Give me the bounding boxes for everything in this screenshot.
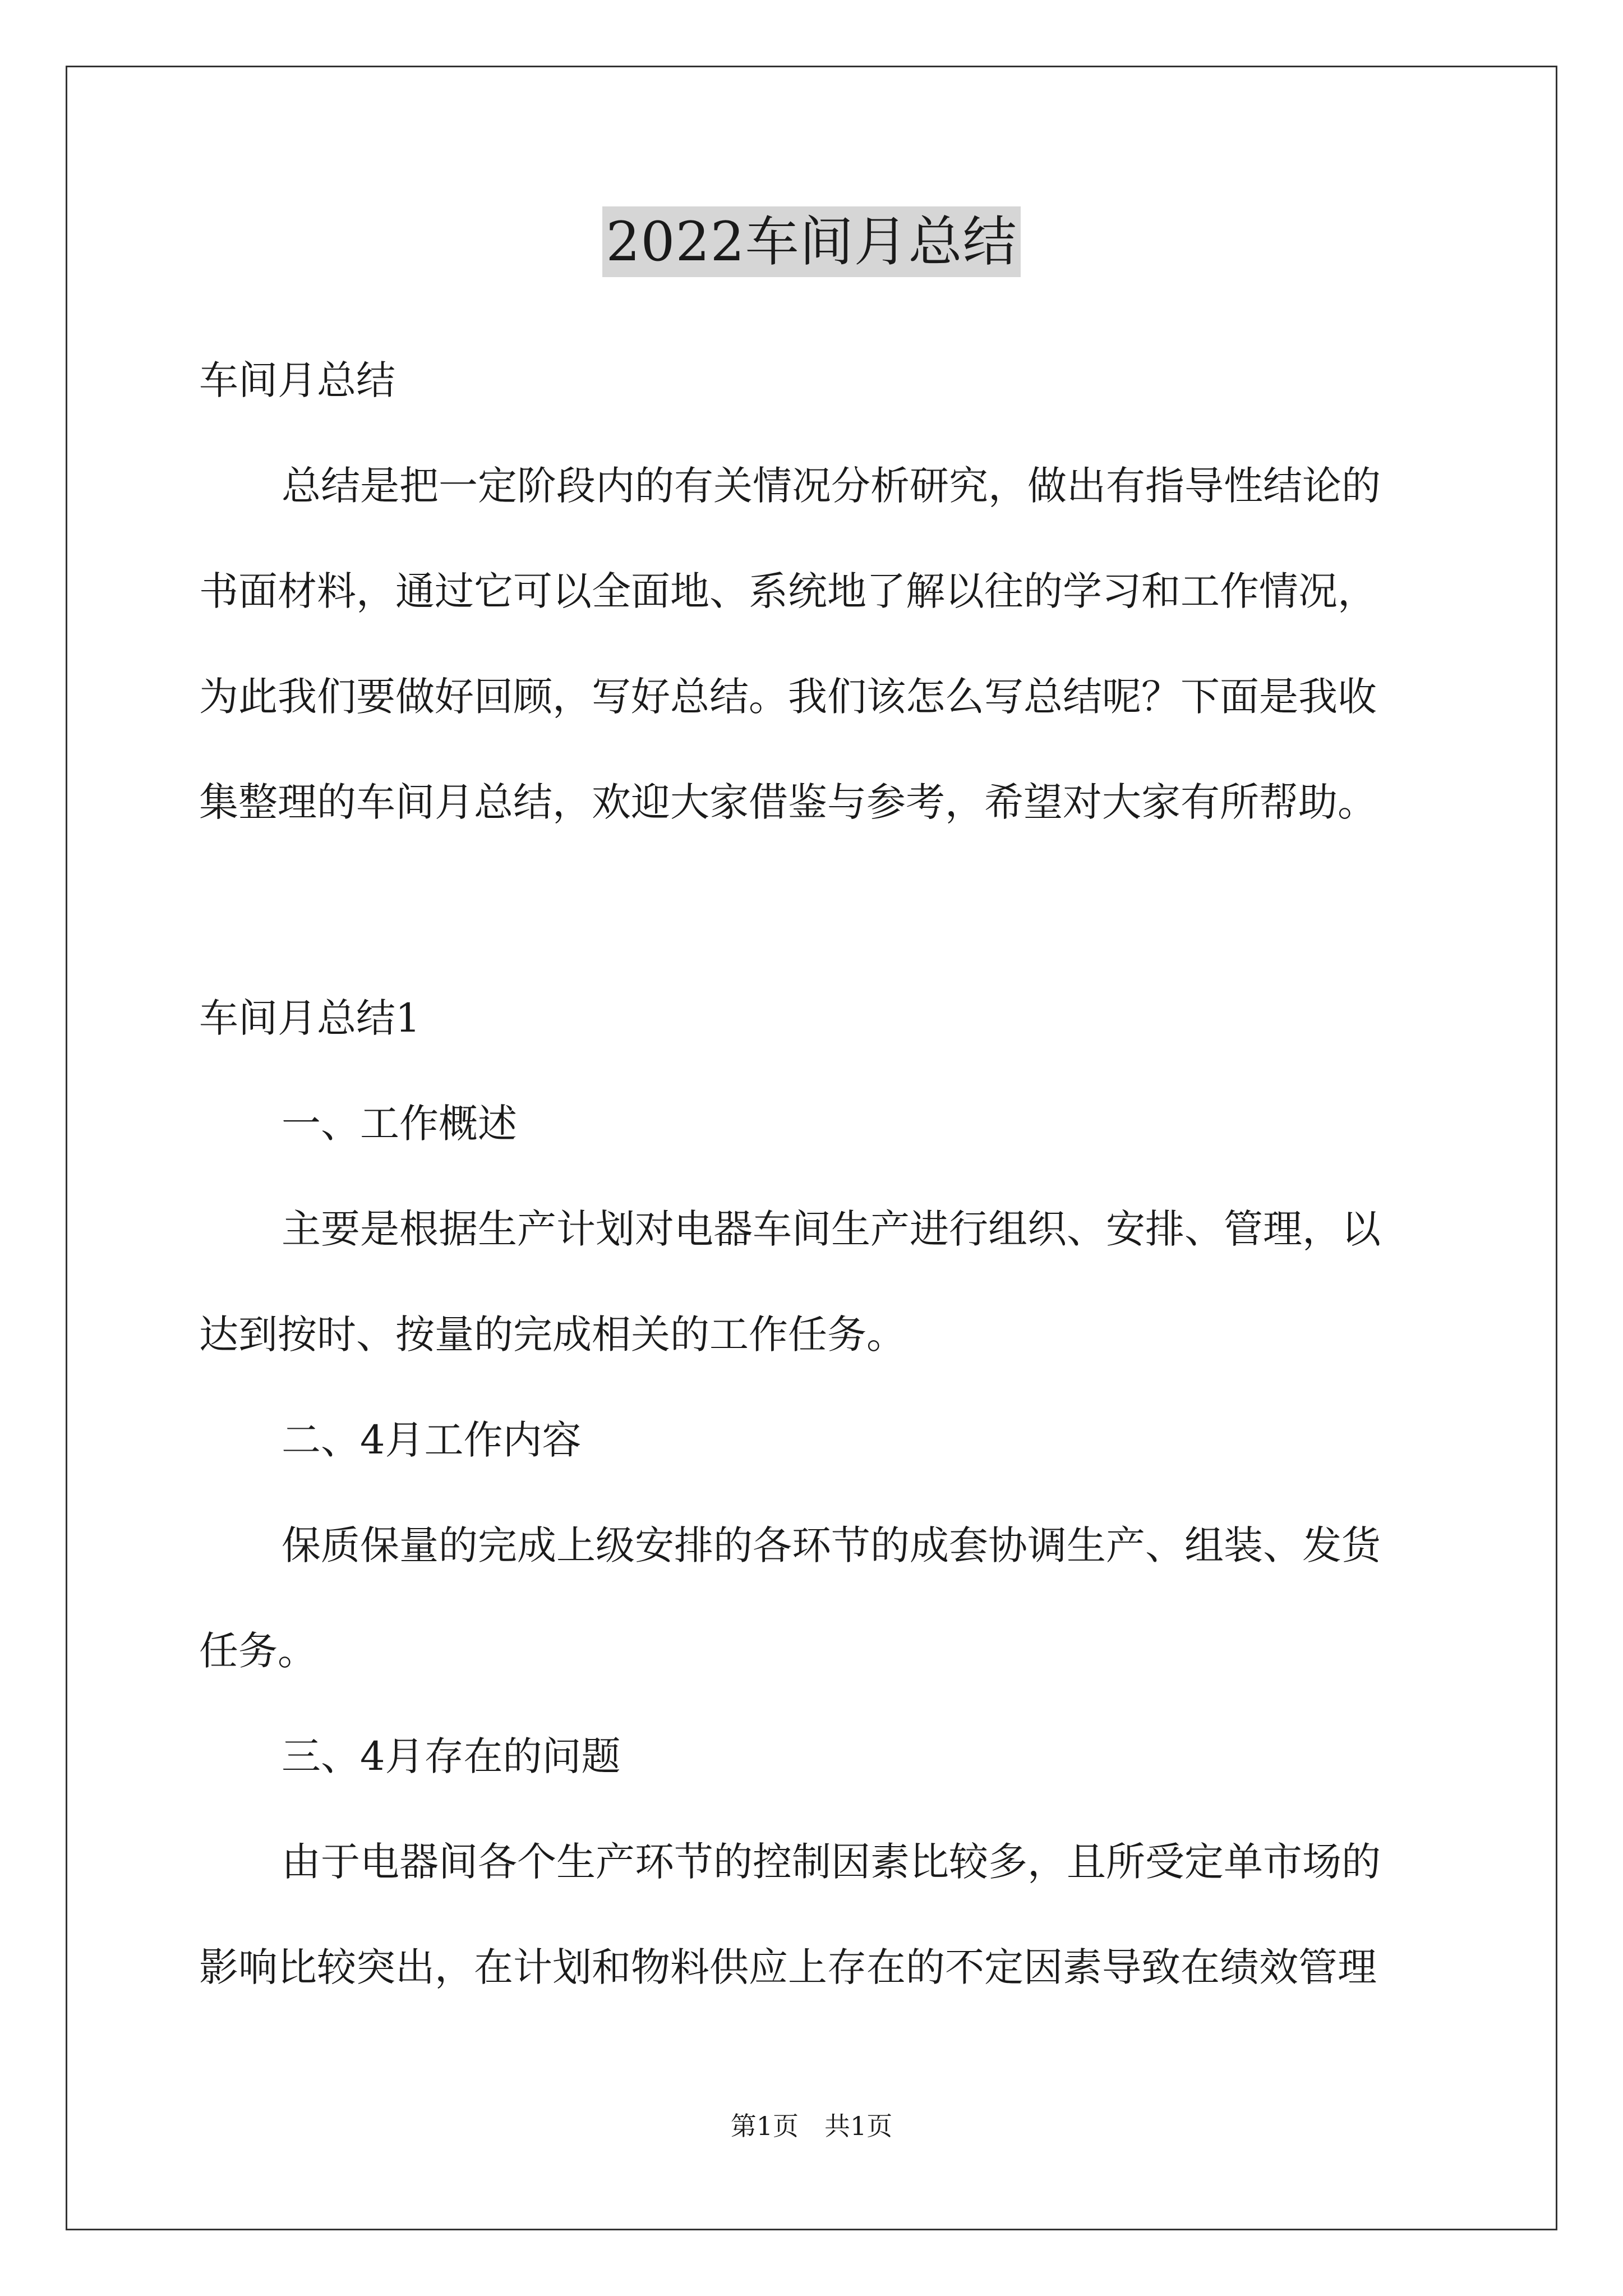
paragraph-line: 总结是把一定阶段内的有关情况分析研究，做出有指导性结论的 bbox=[282, 463, 1381, 509]
paragraph-line: 影响比较突出，在计划和物料供应上存在的不定因素导致在绩效管理 bbox=[199, 1944, 1377, 1990]
paragraph-line: 任务。 bbox=[199, 1628, 317, 1674]
document-title: 2022车间月总结 bbox=[602, 206, 1020, 277]
page-number: 第1页 bbox=[730, 2111, 799, 2141]
subheading: 一、工作概述 bbox=[282, 1101, 517, 1147]
paragraph-line: 集整理的车间月总结，欢迎大家借鉴与参考，希望对大家有所帮助。 bbox=[199, 779, 1377, 825]
paragraph-line: 为此我们要做好回顾，写好总结。我们该怎么写总结呢？下面是我收 bbox=[199, 674, 1377, 720]
page-footer bbox=[0, 2109, 1623, 2143]
subheading: 二、4月工作内容 bbox=[282, 1417, 582, 1463]
paragraph-line: 达到按时、按量的完成相关的工作任务。 bbox=[199, 1312, 906, 1358]
paragraph-line: 书面材料，通过它可以全面地、系统地了解以往的学习和工作情况， bbox=[199, 568, 1377, 614]
subheading: 三、4月存在的问题 bbox=[282, 1733, 621, 1779]
section-heading: 车间月总结1 bbox=[199, 995, 421, 1041]
section-heading: 车间月总结 bbox=[199, 357, 395, 403]
paragraph-line: 保质保量的完成上级安排的各环节的成套协调生产、组装、发货 bbox=[282, 1522, 1381, 1568]
page-total: 共1页 bbox=[824, 2111, 893, 2141]
paragraph-line: 由于电器间各个生产环节的控制因素比较多，且所受定单市场的 bbox=[282, 1839, 1381, 1885]
title-container bbox=[0, 206, 1623, 277]
paragraph-line: 主要是根据生产计划对电器车间生产进行组织、安排、管理，以 bbox=[282, 1206, 1381, 1252]
